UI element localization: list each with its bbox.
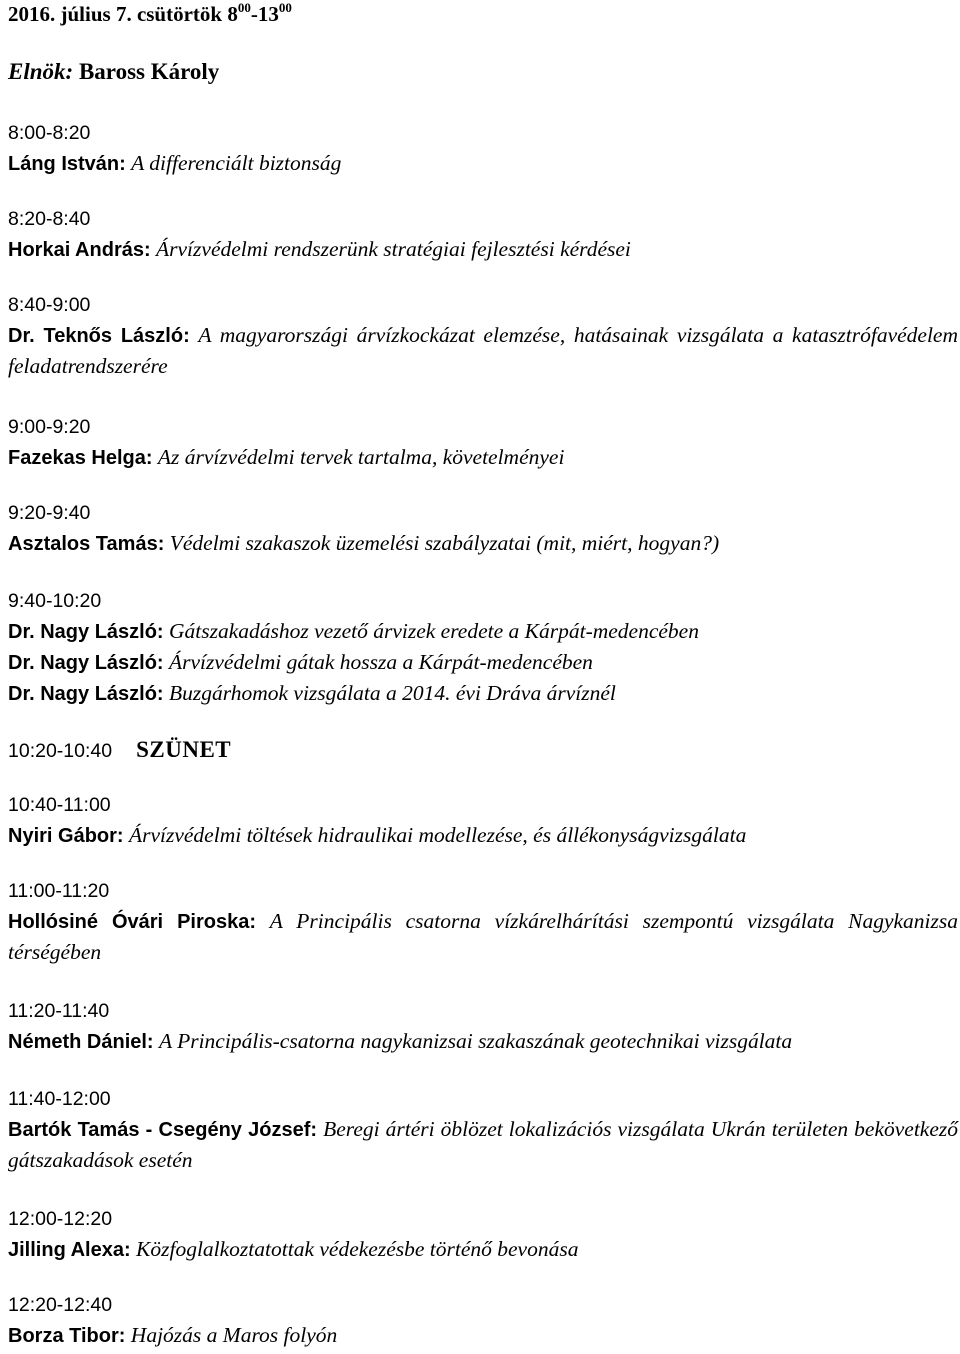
session-talk (8, 442, 958, 473)
speaker-name: Dr. Nagy László: (8, 683, 164, 705)
break-time: 10:20-10:40 (8, 740, 113, 762)
header-end-minutes: 00 (278, 0, 292, 15)
talk-title: Közfoglalkoztatottak védekezésbe történő bevonása (136, 1237, 579, 1261)
session-item (8, 996, 958, 1057)
session-talk (8, 647, 958, 678)
session-talk (8, 320, 958, 381)
session-time: 8:00-8:20 (8, 122, 91, 144)
speaker-name: Horkai András: (8, 239, 151, 261)
session-talk (8, 234, 958, 265)
session-item (8, 1084, 958, 1175)
session-item (8, 498, 958, 559)
session-talk (8, 1114, 958, 1175)
talk-title: Gátszakadáshoz vezető árvizek eredete a Kárpát-medencében (168, 619, 699, 643)
talk-title: Beregi ártéri öblözet lokalizációs vizsgálata Ukrán területen bekövetkező gátszakadások esetén (8, 1117, 959, 1172)
session-talk (8, 148, 958, 179)
session-talk (8, 906, 958, 967)
session-time: 11:40-12:00 (8, 1088, 111, 1110)
talk-title: Védelmi szakaszok üzemelési szabályzatai (mit, miért, hogyan?) (169, 531, 720, 555)
speaker-name: Dr. Nagy László: (8, 621, 164, 643)
session-time: 10:40-11:00 (8, 794, 111, 816)
speaker-name: Láng István: (8, 153, 126, 175)
session-item (8, 290, 958, 381)
speaker-name: Dr. Teknős László: (8, 325, 190, 347)
session-talk (8, 1234, 958, 1265)
speaker-name: Dr. Nagy László: (8, 652, 164, 674)
session-item (8, 1290, 958, 1351)
speaker-name: Fazekas Helga: (8, 447, 153, 469)
talk-title: Hajózás a Maros folyón (130, 1323, 338, 1347)
session-time: 9:20-9:40 (8, 502, 91, 524)
talk-title: Buzgárhomok vizsgálata a 2014. évi Dráva árvíznél (168, 681, 616, 705)
speaker-name: Bartók Tamás - Csegény József: (8, 1119, 318, 1141)
header-dash: -13 (250, 2, 279, 26)
day-header (8, 2, 292, 27)
session-time: 11:00-11:20 (8, 880, 110, 902)
session-talk (8, 678, 958, 709)
session-item (8, 204, 958, 265)
header-start-minutes: 00 (237, 0, 251, 15)
session-talk (8, 820, 958, 851)
session-time: 8:20-8:40 (8, 208, 91, 230)
speaker-name: Jilling Alexa: (8, 1239, 131, 1261)
speaker-name: Borza Tibor: (8, 1325, 126, 1347)
talk-title: A Principális csatorna vízkárelhárítási szempontú vizsgálata Nagykanizsa térségében (8, 909, 958, 964)
talk-title: A Principális-csatorna nagykanizsai szakaszának geotechnikai vizsgálata (158, 1029, 793, 1053)
talk-title: Árvízvédelmi töltések hidraulikai modellezése, és állékonyságvizsgálata (128, 823, 747, 847)
session-talk (8, 616, 958, 647)
session-time: 9:00-9:20 (8, 416, 91, 438)
session-item (8, 876, 958, 967)
speaker-name: Nyiri Gábor: (8, 825, 124, 847)
session-time: 12:00-12:20 (8, 1208, 113, 1230)
session-talk (8, 1026, 958, 1057)
session-item (8, 586, 958, 709)
break-label: SZÜNET (136, 737, 232, 762)
session-item (8, 790, 958, 851)
talk-title: Az árvízvédelmi tervek tartalma, követelményei (157, 445, 565, 469)
talk-title: A differenciált biztonság (131, 151, 342, 175)
header-date: 2016. július 7. csütörtök 8 (8, 2, 238, 26)
speaker-name: Németh Dániel: (8, 1031, 154, 1053)
speaker-name: Asztalos Tamás: (8, 533, 165, 555)
session-talk (8, 528, 958, 559)
session-time: 12:20-12:40 (8, 1294, 113, 1316)
session-time: 8:40-9:00 (8, 294, 91, 316)
chair-line (8, 59, 219, 85)
speaker-name: Hollósiné Óvári Piroska: (8, 911, 256, 933)
break-line (8, 735, 231, 766)
talk-title: Árvízvédelmi rendszerünk stratégiai fejlesztési kérdései (156, 237, 631, 261)
session-talk (8, 1320, 958, 1351)
session-time: 9:40-10:20 (8, 590, 102, 612)
talk-title: Árvízvédelmi gátak hossza a Kárpát-medencében (168, 650, 593, 674)
talk-title: A magyarországi árvízkockázat elemzése, hatásainak vizsgálata a katasztrófavédelem feladatrendszerére (8, 323, 959, 378)
session-item (8, 412, 958, 473)
session-time: 11:20-11:40 (8, 1000, 110, 1022)
session-item (8, 118, 958, 179)
session-item (8, 1204, 958, 1265)
chair-name: Baross Károly (78, 59, 220, 84)
chair-label: Elnök: (8, 59, 74, 84)
